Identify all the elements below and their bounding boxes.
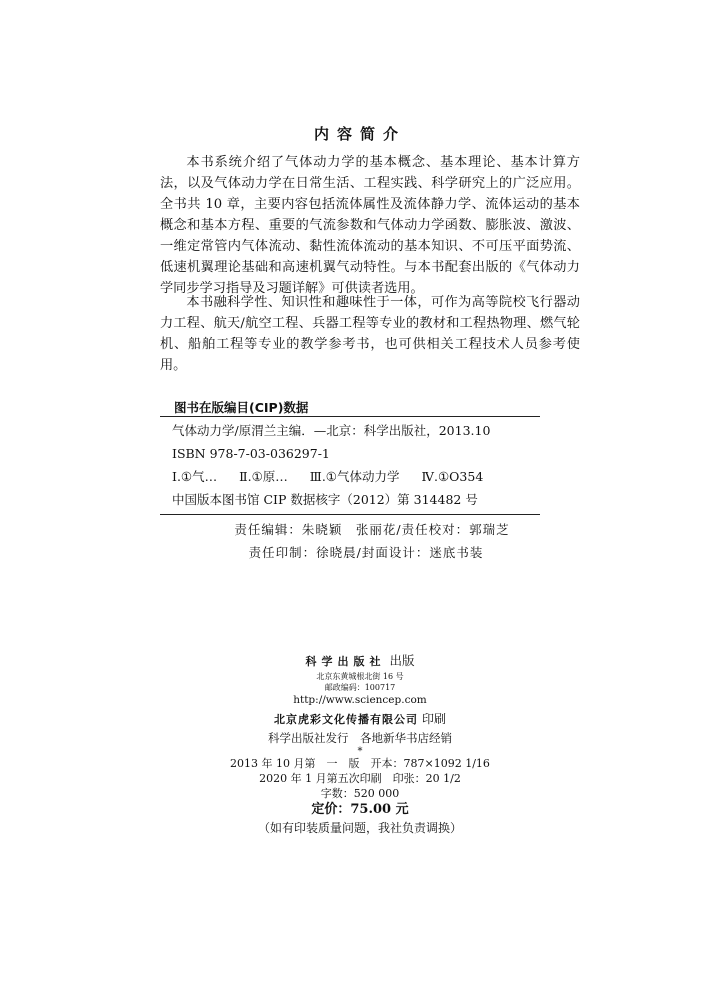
printer-brand: 北京虎彩文化传播有限公司 <box>273 713 418 726</box>
publisher-url: http://www.sciencep.com <box>293 694 427 706</box>
staff-row-editors: 责任编辑：朱晓颖 张丽花/责任校对：郭瑞芝 <box>234 522 510 537</box>
distribution-line: 科学出版社发行 各地新华书店经销 <box>268 731 452 745</box>
quality-notice: （如有印装质量问题，我社负责调换） <box>257 821 462 835</box>
separator-asterisk: * <box>357 746 363 757</box>
printer-line <box>0 710 720 729</box>
cip-subject: Ⅳ.①O354 <box>421 469 484 484</box>
publisher-brand: 科学出版社 <box>305 655 386 668</box>
price: 定价：75.00 元 <box>311 802 409 817</box>
cip-bottom-rule <box>160 514 540 515</box>
publisher-suffix: 出版 <box>389 653 415 668</box>
publisher-name <box>0 652 720 671</box>
cip-number: 中国版本图书馆 CIP 数据核字（2012）第 314482 号 <box>172 492 478 507</box>
cip-lines <box>160 417 540 514</box>
staff-row-printing: 责任印制：徐晓晨/封面设计：迷底书装 <box>248 545 484 560</box>
intro-title: 内容简介 <box>313 125 406 143</box>
edition-line-2: 2020 年 1 月第五次印刷 印张：20 1/2 <box>259 772 461 785</box>
edition-line-1: 2013 年 10 月第 一 版 开本：787×1092 1/16 <box>230 757 490 770</box>
cip-title: 图书在版编目(CIP)数据 <box>174 400 309 415</box>
cip-block <box>160 398 540 515</box>
cip-subject: Ⅰ.①气… <box>172 469 218 484</box>
cip-subjects <box>172 465 540 488</box>
word-count: 字数：520 000 <box>320 787 400 800</box>
printer-suffix: 印刷 <box>421 712 446 726</box>
staff-credits <box>0 518 720 564</box>
cip-subject: Ⅱ.①原… <box>239 469 288 484</box>
publisher-postcode: 邮政编码：100717 <box>324 683 396 692</box>
publisher-block <box>0 652 720 837</box>
cip-isbn: ISBN 978-7-03-036297-1 <box>172 446 330 461</box>
intro-paragraph-1: 本书系统介绍了气体动力学的基本概念、基本理论、基本计算方法，以及气体动力学在日常生活、工程实践、科学研究上的广泛应用。全书共 10 章，主要内容包括流体属性及流体静力学、流体运动的基本概念和基本方程、重要的气流参数和气体动力学函数、膨胀波、激波、一维定常管内气体流动、黏性流体流动的基本知识、不可压平面势流、低速机翼理论基础和高速机翼气动特性。与本书配套出版的《气体动力学同步学习指导及习题详解》可供读者选用。 <box>160 155 580 296</box>
intro-paragraph-2: 本书融科学性、知识性和趣味性于一体，可作为高等院校飞行器动力工程、航天/航空工程、兵器工程等专业的教材和工程热物理、燃气轮机、船舶工程等专业的教学参考书，也可供相关工程技术人员参考使用。 <box>160 295 580 373</box>
cip-subject: Ⅲ.①气体动力学 <box>309 469 400 484</box>
cip-record: 气体动力学/原渭兰主编．—北京：科学出版社，2013.10 <box>172 423 491 438</box>
publisher-address: 北京东黄城根北街 16 号 <box>316 672 404 681</box>
